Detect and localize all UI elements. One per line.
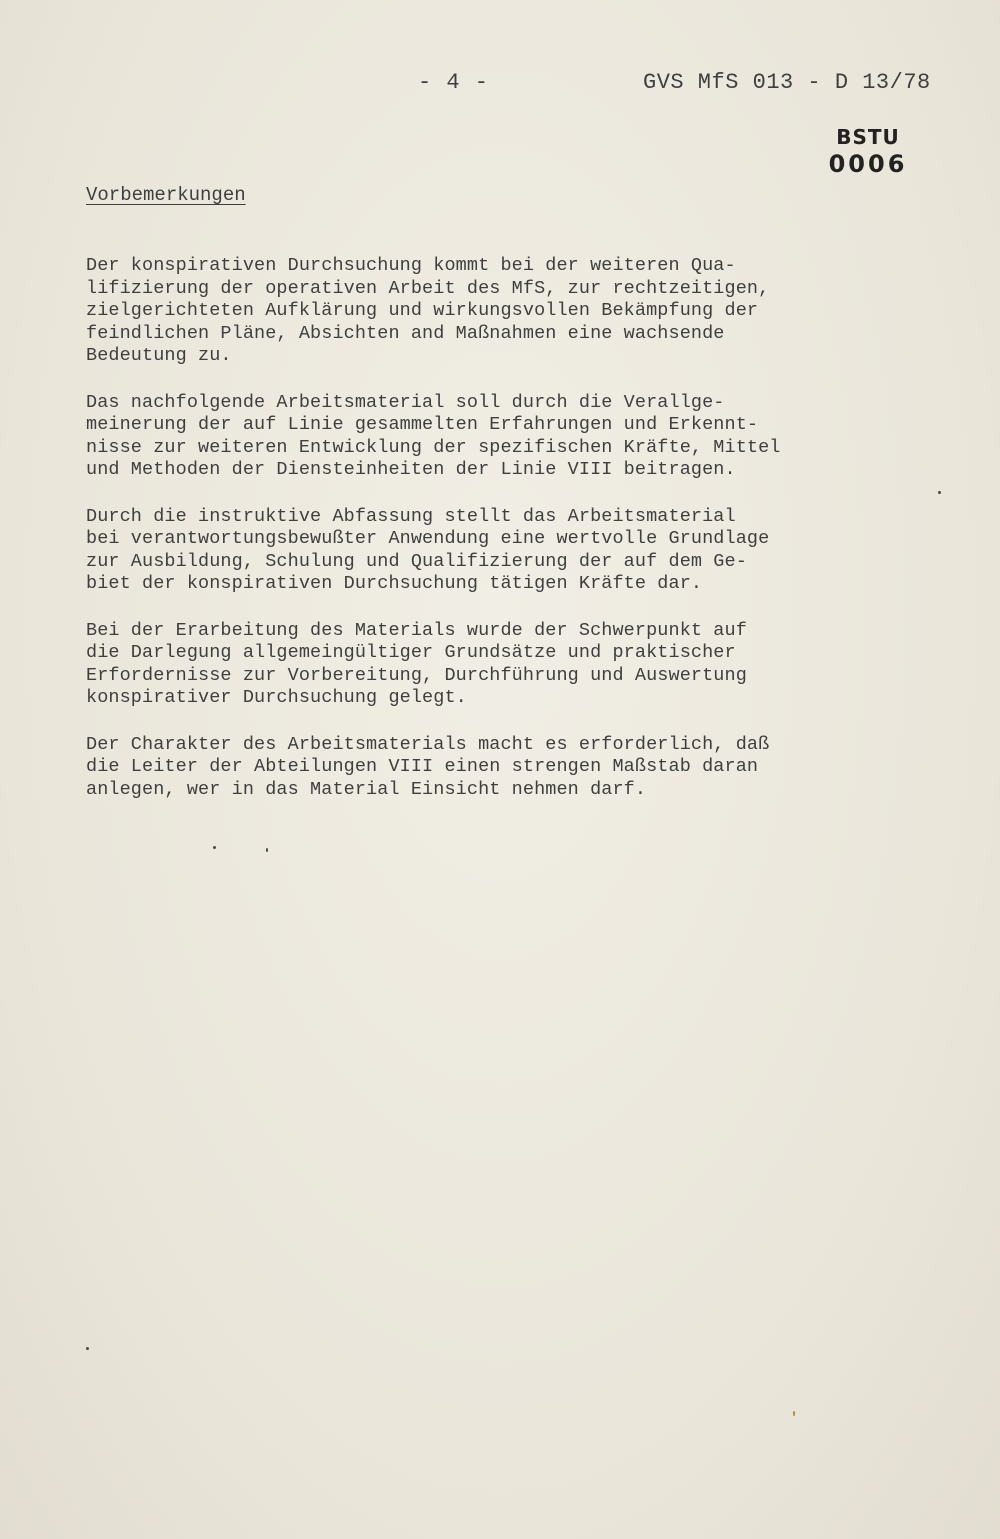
paragraph-4 [86,620,966,710]
stamp-page-number: 0006 [828,150,908,178]
page-number: - 4 - [418,70,490,95]
text-line: zielgerichteten Aufklärung und wirkungsvollen Bekämpfung der [86,300,759,321]
text-line: die Darlegung allgemeingültiger Grundsätze und praktischer [86,642,736,663]
scan-speck [266,848,268,852]
paragraph-2 [86,392,966,482]
paragraph-1 [86,255,966,368]
text-line: Der Charakter des Arbeitsmaterials macht es erforderlich, daß [86,733,770,755]
text-line: anlegen, wer in das Material Einsicht nehmen darf. [86,778,647,800]
text-line: Bedeutung zu. [86,345,232,366]
text-line: Der konspirativen Durchsuchung kommt bei der weiteren Qua- [86,255,736,276]
scan-speck [213,846,216,849]
document-reference: GVS MfS 013 - D 13/78 [643,70,931,95]
paragraph-5 [86,734,966,802]
section-heading: Vorbemerkungen [86,184,246,206]
text-line: feindlichen Pläne, Absichten and Maßnahmen eine wachsende [86,322,725,344]
archive-stamp [818,125,918,179]
text-line: die Leiter der Abteilungen VIII einen strengen Maßstab daran [86,756,759,777]
text-line: Das nachfolgende Arbeitsmaterial soll durch die Verallge- [86,391,725,413]
scan-speck [86,1347,89,1350]
text-line: Bei der Erarbeitung des Materials wurde der Schwerpunkt auf [86,619,747,641]
scan-speck [793,1411,795,1416]
body-text [86,255,966,825]
stamp-archive-label: BSTU [836,125,900,149]
text-line: lifizierung der operativen Arbeit des MfS, zur rechtzeitigen, [86,277,770,299]
text-line: bei verantwortungsbewußter Anwendung eine wertvolle Grundlage [86,528,770,549]
text-line: meinerung der auf Linie gesammelten Erfahrungen und Erkennt- [86,414,759,435]
text-line: zur Ausbildung, Schulung und Qualifizierung der auf dem Ge- [86,550,747,572]
text-line: nisse zur weiteren Entwicklung der spezifischen Kräfte, Mittel [86,436,781,458]
scan-speck [938,491,941,494]
paragraph-3 [86,506,966,596]
text-line: Erfordernisse zur Vorbereitung, Durchführung und Auswertung [86,664,747,686]
text-line: Durch die instruktive Abfassung stellt das Arbeitsmaterial [86,505,736,527]
text-line: konspirativer Durchsuchung gelegt. [86,687,467,708]
text-line: biet der konspirativen Durchsuchung tätigen Kräfte dar. [86,573,703,594]
text-line: und Methoden der Diensteinheiten der Linie VIII beitragen. [86,459,736,480]
